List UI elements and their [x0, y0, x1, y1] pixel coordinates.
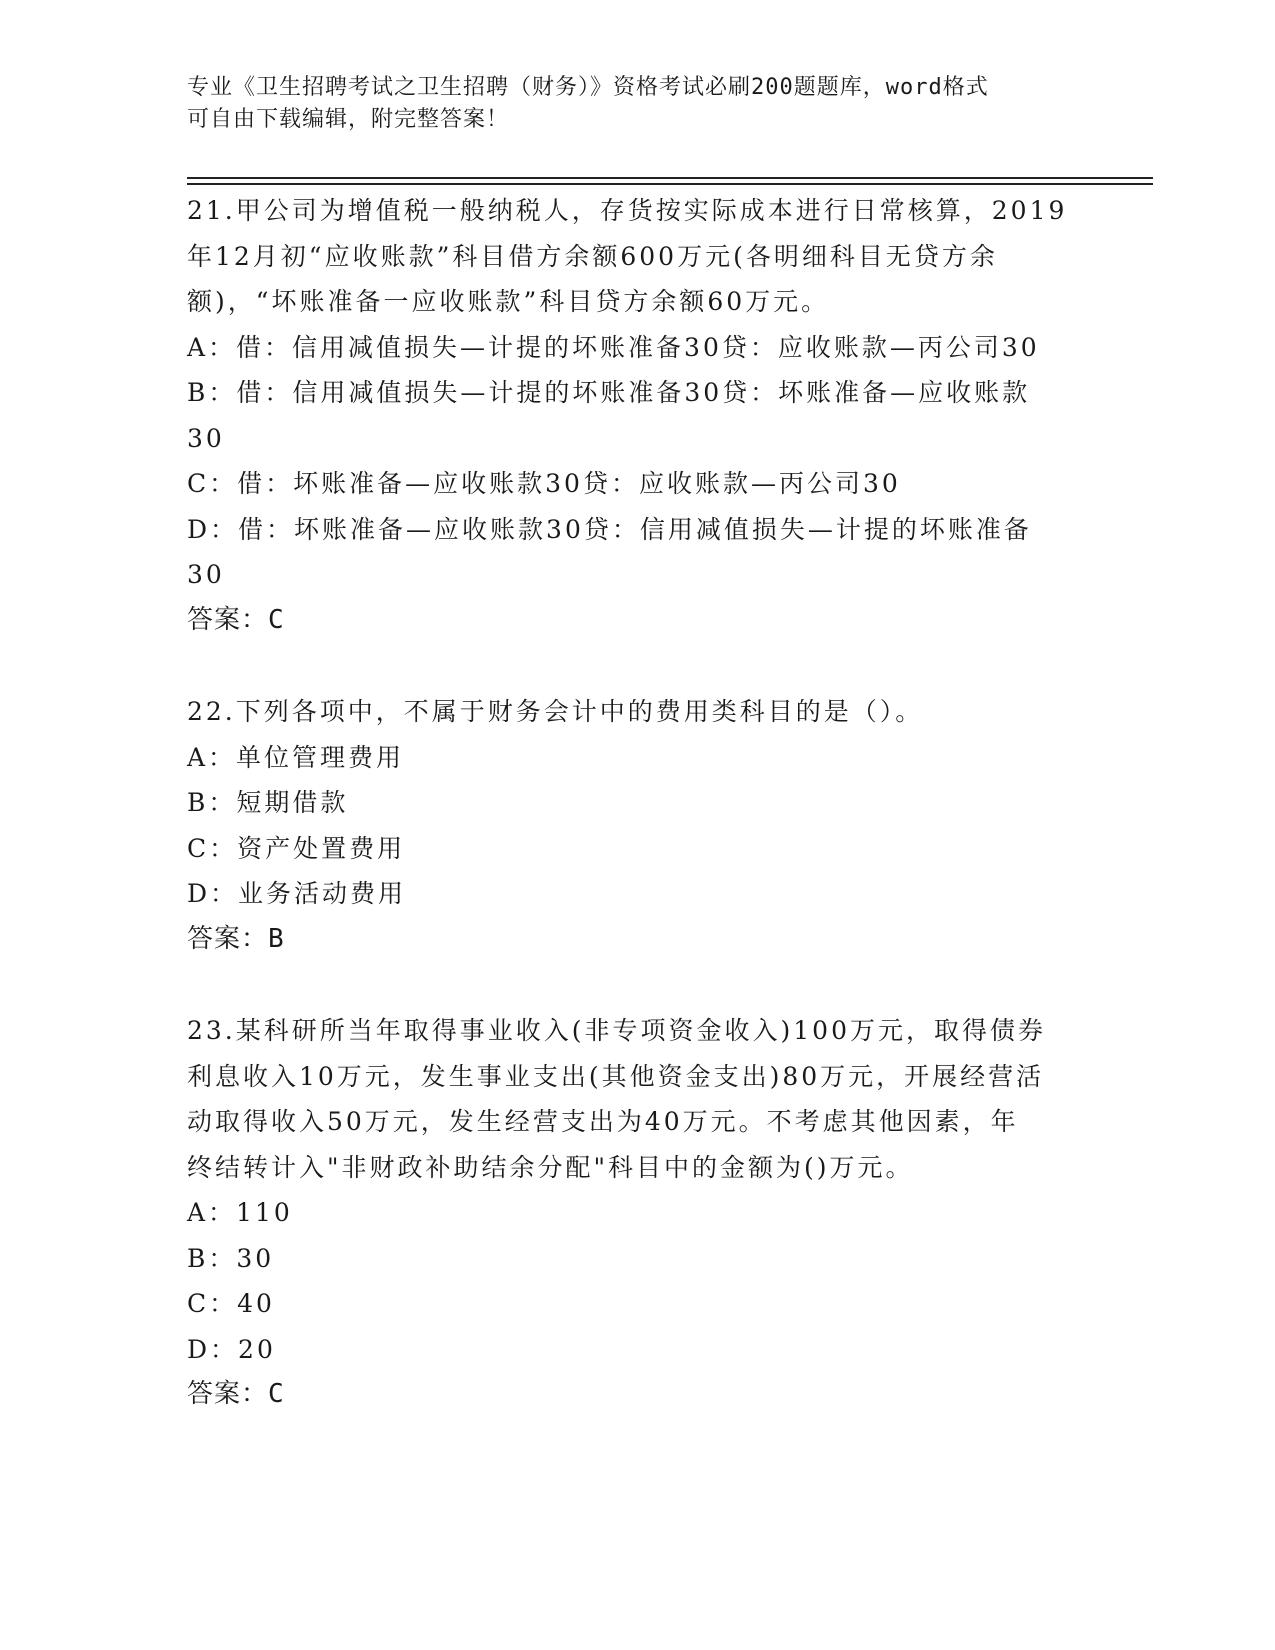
- question-stem-line: 利息收入10万元，发生事业支出(其他资金支出)80万元，开展经营活: [187, 1061, 1045, 1091]
- option-b: B：短期借款: [187, 788, 349, 817]
- question-spacer: [187, 643, 1087, 689]
- answer-label: 答案：C: [187, 604, 285, 635]
- header-line-1: 专业《卫生招聘考试之卫生招聘（财务）》资格考试必刷200题题库，word格式: [187, 75, 989, 100]
- question-stem-line: 终结转计入"非财政补助结余分配"科目中的金额为()万元。: [187, 1152, 914, 1182]
- option-d-continued: 30: [187, 560, 225, 589]
- document-header: [187, 72, 1067, 136]
- question-list: [187, 188, 1087, 1418]
- option-d: D：业务活动费用: [187, 879, 407, 908]
- header-divider-top: [187, 177, 1153, 179]
- option-c: C：借：坏账准备—应收账款30贷：应收账款—丙公司30: [187, 469, 901, 498]
- option-b: B：30: [187, 1243, 275, 1273]
- question-stem-line: 22.下列各项中，不属于财务会计中的费用类科目的是（）。: [187, 697, 924, 726]
- answer-label: 答案：C: [187, 1379, 285, 1409]
- question-stem-line: 额)，“坏账准备一应收账款”科目贷方余额60万元。: [187, 287, 830, 316]
- question-spacer: [187, 962, 1087, 1008]
- header-line-2: 可自由下载编辑，附完整答案！: [187, 107, 510, 132]
- option-d: D：借：坏账准备—应收账款30贷：信用减值损失—计提的坏账准备: [187, 514, 1032, 544]
- option-d: D：20: [187, 1334, 276, 1364]
- option-a: A：110: [187, 1198, 293, 1227]
- option-a: A：单位管理费用: [187, 742, 405, 772]
- option-a: A：借：信用减值损失—计提的坏账准备30贷：应收账款—丙公司30: [187, 332, 1040, 362]
- option-c: C：资产处置费用: [187, 833, 406, 863]
- option-b: B：借：信用减值损失—计提的坏账准备30贷：坏账准备—应收账款: [187, 378, 1031, 407]
- header-divider-bottom: [187, 183, 1153, 185]
- question-22: [187, 689, 1087, 962]
- question-stem-line: 23.某科研所当年取得事业收入(非专项资金收入)100万元，取得债券: [187, 1016, 1046, 1045]
- question-stem-line: 动取得收入50万元，发生经营支出为40万元。不考虑其他因素，年: [187, 1107, 1019, 1136]
- answer-label: 答案：B: [187, 923, 285, 954]
- question-23: [187, 1008, 1087, 1418]
- question-stem-line: 21.甲公司为增值税一般纳税人，存货按实际成本进行日常核算，2019: [187, 196, 1068, 225]
- question-21: [187, 188, 1087, 643]
- option-b-continued: 30: [187, 423, 225, 453]
- question-stem-line: 年12月初“应收账款”科目借方余额600万元(各明细科目无贷方余: [187, 241, 998, 271]
- option-c: C：40: [187, 1289, 275, 1318]
